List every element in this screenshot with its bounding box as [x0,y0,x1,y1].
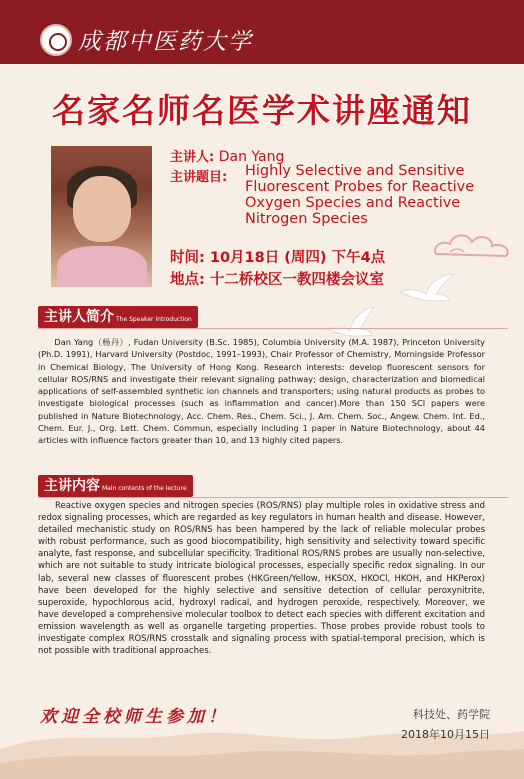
welcome-message: 欢迎全校师生参加！ [40,707,229,727]
photo-face [73,176,131,242]
header-band [0,0,524,64]
page-title: 名家名师名医学术讲座通知 [52,91,472,130]
intro-section-subtitle: The Speaker Introduction [116,316,192,323]
time-label: 时间: [170,250,210,266]
cloud-icon [430,228,514,262]
section-divider [38,328,508,329]
dove-icon [326,305,376,339]
photo-shirt [57,246,147,287]
section-divider [38,497,508,498]
content-section-title: 主讲内容 [44,478,100,494]
topic-text: Highly Selective and Sensitive Fluorescent Probes for Reactive Oxygen Species and Reactive Nitrogen Species [245,163,475,227]
speaker-introduction: Dan Yang（杨丹）, Fudan University (B.Sc. 1985), Columbia University (M.A. 1987), Princeton University (Ph.D. 1991), Harvard University (Postdoc, 1991–1993), Chair Professor of Chemistry, Morningside Professor in Chemical Biology, The University of Hong Kong. Research interests: develop fluorescent sensors for cellular ROS/RNS and investigate their relevant signaling pathway; design, characterization and biomedical applications of self-assembled synthetic ion channels and transporters; using natural products as probes to investigate biological processes (such as inflammation and cancer).More than 150 SCI papers were published in Nature Biotechnology, Acc. Chem. Res., Chem. Sci., J. Am. Chem. Soc., Angew. Chem. Int. Ed., Chem. Eur. J., Org. Lett. Chem. Commun, especially including 1 paper in Nature Biotechnology, about 44 articles with influence factors greater than 10, and 13 highly cited papers. [38,337,485,446]
content-section-header [38,475,198,497]
time-value: 10月18日 (周四) 下午4点 [209,250,386,266]
intro-section-tag [38,306,198,328]
time-line [170,246,385,267]
place-value: 十二桥校区一教四楼会议室 [209,272,384,288]
dove-icon [396,272,456,304]
notice-date: 2018年10月15日 [401,728,490,741]
university-logo-icon [40,24,72,56]
place-label: 地点: [170,272,210,288]
place-line [170,268,384,289]
topic-label: 主讲题目: [170,170,228,185]
speaker-name: Dan Yang [218,149,285,165]
lecture-abstract: Reactive oxygen species and nitrogen species (ROS/RNS) play multiple roles in oxidative stress and redox signaling processes, which are regarded as key regulators in human health and disease. However, detailed mechanistic study on ROS/RNS has been hampered by the lack of reliable molecular probes with robust performance, such as good biocompatibility, high sensitivity and selectivity toward specific analyte, fast response, and subcellular specificity. Traditional ROS/RNS probes are usually non-selective, which are not suitable to study intricate biological processes, especially specific redox signaling. In our lab, several new classes of fluorescent probes (HKGreen/Yellow, HKSOX, HKOCl, HKOH, and HKPerox) have been developed for the highly selective and sensitive detection of cellular peroxynitrite, superoxide, hypochlorous acid, hydroxyl radical, and hydrogen peroxide, respectively. Moreover, we have developed a comprehensive molecular toolbox to detect each species with different excitation and emission wavelength as well as organelle targeting properties. Those probes provide robust tools to investigate complex ROS/RNS crosstalk and signaling process with spatial-temporal precision, which is not possible with traditional approaches. [38,501,485,657]
intro-section-title: 主讲人简介 [44,309,114,325]
intro-section-header [38,306,198,328]
university-name: 成都中医药大学 [78,29,253,55]
content-section-subtitle: Main contents of the lecture [102,485,187,492]
organizer: 科技处、药学院 [413,708,490,721]
speaker-label: 主讲人: [170,150,219,165]
speaker-photo [51,146,152,287]
content-section-tag [38,475,193,497]
